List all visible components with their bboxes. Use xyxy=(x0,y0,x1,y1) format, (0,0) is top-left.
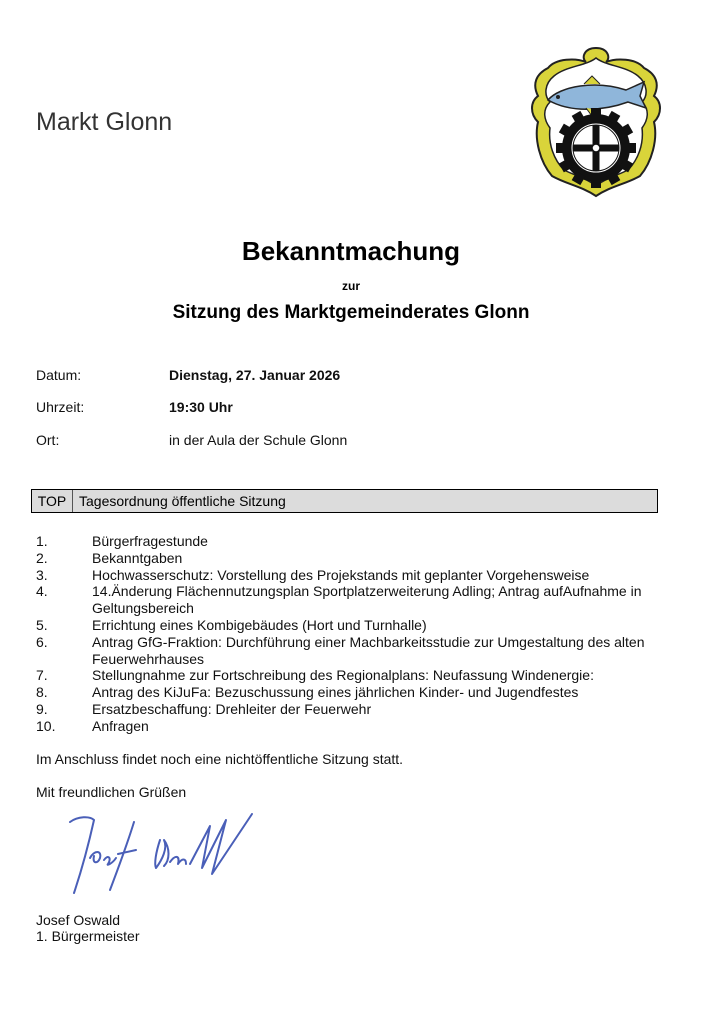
closing-note: Im Anschluss findet noch eine nichtöffentliche Sitzung statt. xyxy=(36,751,404,767)
agenda-item-number: 5. xyxy=(36,616,48,633)
agenda-header-top: TOP xyxy=(32,490,73,512)
agenda-item-text: Hochwasserschutz: Vorstellung des Projekstands mit geplanter Vorgehensweise xyxy=(92,566,590,583)
agenda-item-text: Anfragen xyxy=(92,717,149,734)
agenda-item-number: 9. xyxy=(36,700,48,717)
agenda-header-table xyxy=(31,489,658,513)
coat-of-arms-icon xyxy=(526,44,666,200)
agenda-item-number: 8. xyxy=(36,684,48,701)
agenda-item xyxy=(36,634,656,668)
agenda-item xyxy=(36,667,656,684)
agenda-item xyxy=(36,567,656,584)
date-value: Dienstag, 27. Januar 2026 xyxy=(169,367,341,383)
agenda-item xyxy=(36,684,656,701)
agenda-list xyxy=(36,533,656,735)
document-subtitle: Sitzung des Marktgemeinderates Glonn xyxy=(172,302,530,323)
agenda-item xyxy=(36,550,656,567)
signature-image xyxy=(60,808,270,903)
document-title: Bekanntmachung xyxy=(241,236,461,266)
signatory-role: 1. Bürgermeister xyxy=(36,928,140,944)
agenda-item-text: Bekanntgaben xyxy=(92,549,183,566)
agenda-item-text: Bürgerfragestunde xyxy=(92,533,208,549)
place-label: Ort: xyxy=(36,432,60,448)
agenda-item-text: 14.Änderung Flächennutzungsplan Sportplatzerweiterung Adling; Antrag aufAufnahme in Geltungsbereich xyxy=(92,583,642,617)
agenda-item-number: 1. xyxy=(36,533,48,549)
title-connector: zur xyxy=(342,279,360,293)
agenda-item-number: 10. xyxy=(36,717,56,734)
agenda-item xyxy=(36,583,656,617)
organization-name: Markt Glonn xyxy=(36,108,173,136)
agenda-item-text: Ersatzbeschaffung: Drehleiter der Feuerwehr xyxy=(92,700,372,717)
agenda-header-title: Tagesordnung öffentliche Sitzung xyxy=(79,493,286,509)
signatory-name: Josef Oswald xyxy=(36,912,121,928)
agenda-item-text: Antrag GfG-Fraktion: Durchführung einer Machbarkeitsstudie zur Umgestaltung des alten Feuerwehrhauses xyxy=(92,633,645,667)
agenda-item-text: Stellungnahme zur Fortschreibung des Regionalplans: Neufassung Windenergie: xyxy=(92,667,594,684)
agenda-item-number: 6. xyxy=(36,633,48,650)
agenda-item xyxy=(36,533,656,550)
agenda-item-number: 7. xyxy=(36,667,48,684)
date-label: Datum: xyxy=(36,367,82,383)
place-value: in der Aula der Schule Glonn xyxy=(169,432,348,448)
agenda-item xyxy=(36,701,656,718)
time-label: Uhrzeit: xyxy=(36,399,85,415)
agenda-item xyxy=(36,718,656,735)
time-value: 19:30 Uhr xyxy=(169,399,233,415)
agenda-item-text: Antrag des KiJuFa: Bezuschussung eines jährlichen Kinder- und Jugendfestes xyxy=(92,684,579,701)
agenda-item-number: 3. xyxy=(36,566,48,583)
agenda-item-text: Errichtung eines Kombigebäudes (Hort und Turnhalle) xyxy=(92,616,427,633)
agenda-item xyxy=(36,617,656,634)
agenda-item-number: 4. xyxy=(36,583,48,600)
agenda-item-number: 2. xyxy=(36,549,48,566)
greeting: Mit freundlichen Grüßen xyxy=(36,784,187,800)
